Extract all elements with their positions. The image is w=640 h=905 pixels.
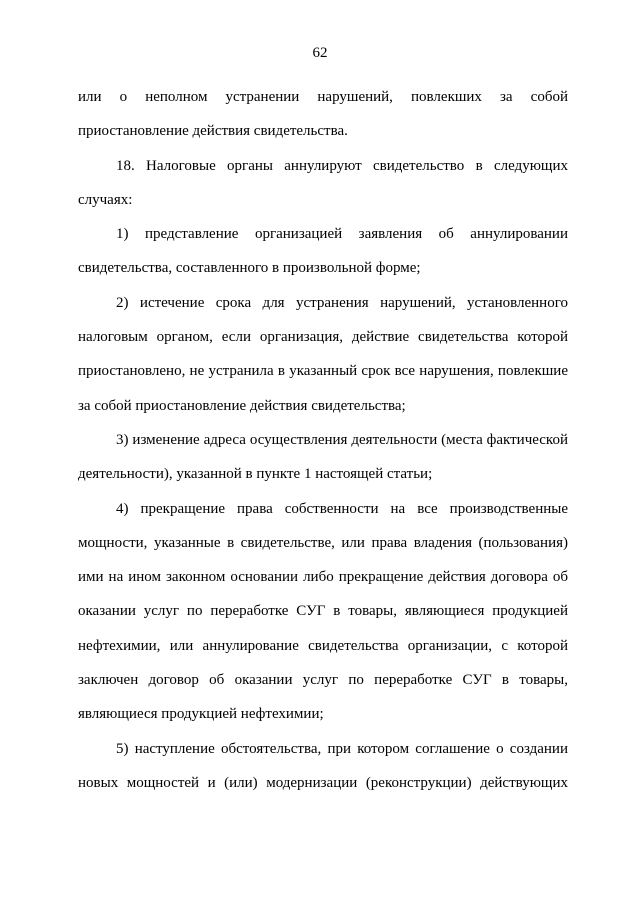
- page-number: 62: [312, 45, 328, 61]
- paragraph-continuation: или о неполном устранении нарушений, повлекших за собой приостановление действия свидетельства.: [78, 89, 568, 140]
- paragraph-item-3: 3) изменение адреса осуществления деятельности (места фактической деятельности), указанной в пункте 1 настоящей статьи;: [78, 431, 568, 483]
- paragraph-clause-18: 18. Налоговые органы аннулируют свидетельство в следующих случаях:: [78, 157, 568, 208]
- document-body: [78, 80, 568, 800]
- paragraph-item-1: 1) представление организацией заявления об аннулировании свидетельства, составленного в произвольной форме;: [78, 226, 568, 277]
- paragraph-item-4: 4) прекращение права собственности на все производственные мощности, указанные в свидетельстве, или права владения (пользования) ими на ином законном основании либо прекращение действия договора об оказании услуг по переработке СУГ в товары, являющиеся продукцией нефтехимии, или аннулирование свидетельства организации, с которой заключен договор об оказании услуг по переработке СУГ в товары, являющиеся продукцией нефтехимии;: [78, 500, 568, 723]
- paragraph-item-2: 2) истечение срока для устранения нарушений, установленного налоговым органом, если организация, действие свидетельства которой приостановлено, не устранила в указанный срок все нарушения, повлекшие за собой приостановление действия свидетельства;: [78, 294, 568, 414]
- paragraph-item-5: 5) наступление обстоятельства, при котором соглашение о создании новых мощностей и (или) модернизации (реконструкции) действующих: [78, 740, 568, 791]
